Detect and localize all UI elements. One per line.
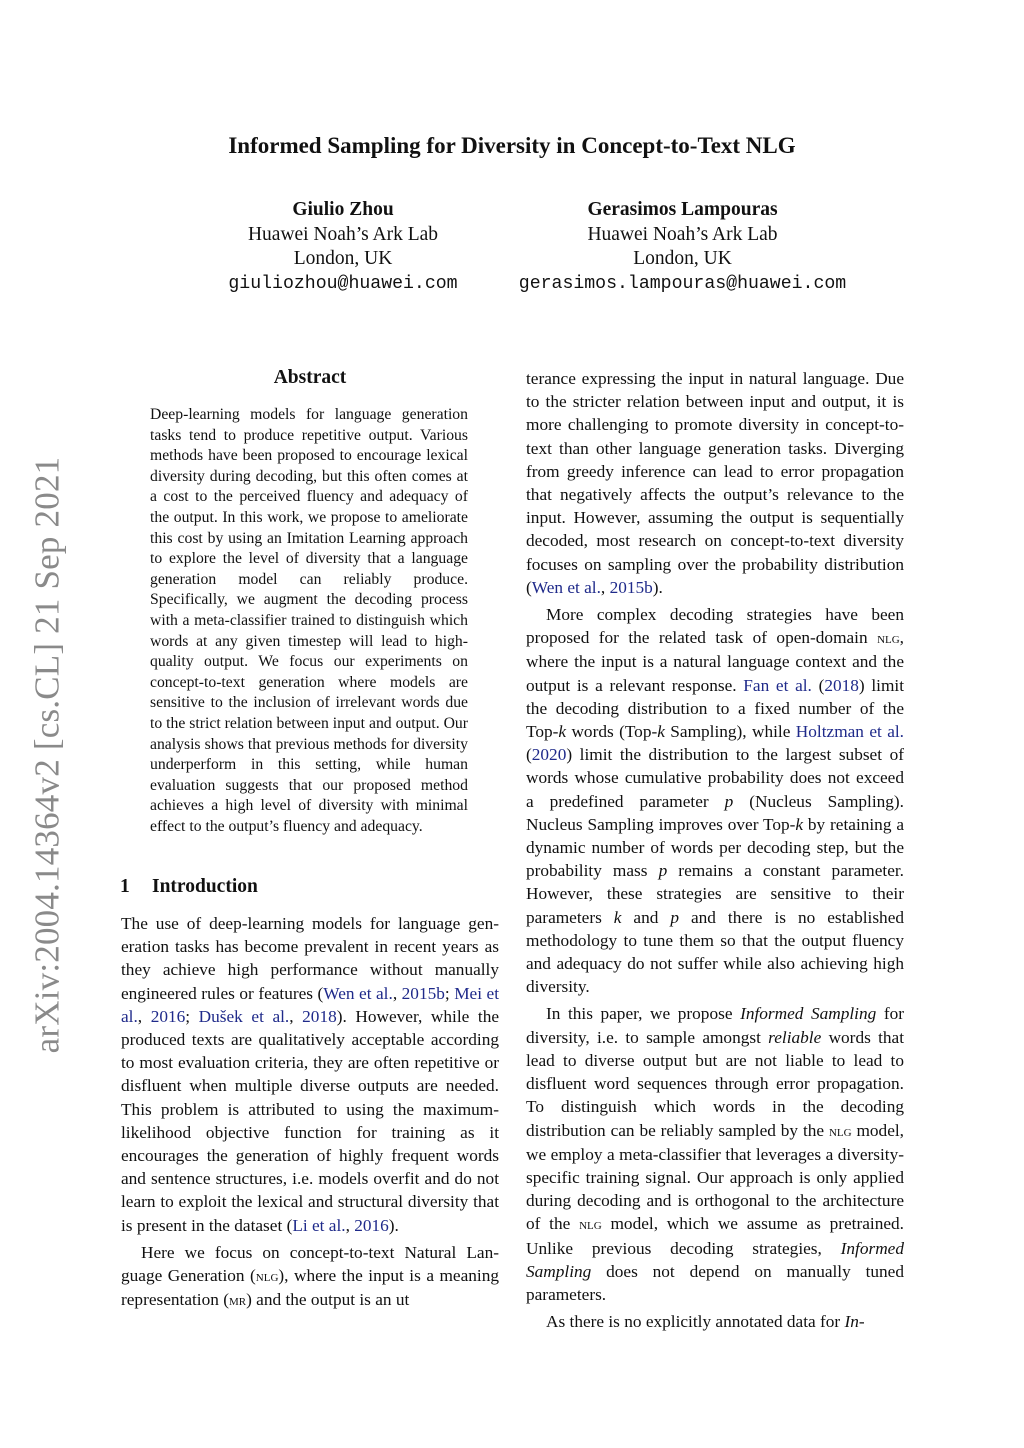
text-run: ) and the output is an ut (246, 1290, 410, 1310)
citation-link[interactable]: 2016 (150, 1006, 186, 1026)
text-run: ( (526, 745, 532, 765)
text-run: and there is no established methodology to tune them so that the output fluency and adequacy do not suffer while also achieving high diversity. (526, 907, 905, 997)
text-run: ). (388, 1215, 399, 1235)
math-symbol: k (613, 907, 622, 927)
author-email: giuliozhou@huawei.com (228, 273, 458, 294)
text-run: , (392, 983, 402, 1003)
text-run: words (Top- (566, 722, 658, 742)
author-location: London, UK (633, 248, 732, 269)
text-run: In this paper, we propose (546, 1004, 741, 1024)
text-run: terance expressing the input in natural language. Due to the stricter relation between input and output, it is more challenging to promote diversity in concept-to-text than other language generation tasks. Diverging from greedy inference can lead to error propagation that negatively affects the output’s relevance to the input. However, assuming the output is sequentially decoded, most research on concept-to-text diversity focuses on sampling over the probability distribution ( (526, 369, 904, 597)
section-title: Introduction (152, 876, 258, 897)
citation-link[interactable]: 2015b (401, 983, 445, 1003)
acronym: nlg (255, 1268, 279, 1286)
text-run: ; (444, 983, 455, 1003)
text-run: , (345, 1215, 355, 1235)
emphasis: Informed Sampling (526, 1238, 904, 1281)
text-run: ). (652, 577, 663, 597)
text-run: ( (811, 675, 825, 695)
citation-link[interactable]: 2015b (609, 577, 653, 597)
text-run: and (621, 907, 671, 927)
emphasis: reliable (768, 1027, 822, 1047)
text-run: remains a constant parameter. However, these strategies are sensitive to their parameters (526, 861, 904, 927)
citation-link[interactable]: 2018 (302, 1006, 337, 1026)
text-run: ) limit the distribution to the largest subset of words whose cumulative probability does not exceed a predefined parameter (526, 745, 904, 811)
author-name: Gerasimos Lampouras (587, 199, 778, 220)
emphasis: In- (844, 1312, 865, 1332)
text-run: words that lead to diverse output but are not liable to lead to disfluent word sequences through error propagation. To distinguish which words in the decoding distribution can be reliably sampled by the (526, 1027, 905, 1140)
text-run: , (137, 1006, 151, 1026)
math-symbol: p (658, 861, 668, 881)
citation-link[interactable]: 2020 (531, 745, 567, 765)
left-column (121, 912, 499, 1312)
acronym: mr (228, 1292, 247, 1310)
paragraph (526, 1310, 904, 1333)
author-affiliation: Huawei Noah’s Ark Lab (587, 223, 778, 245)
math-symbol: p (724, 791, 734, 811)
paragraph (121, 1241, 499, 1313)
text-run: model, we employ a meta-classifier that leverages a diversity-specific training signal. Our approach is only applied during decoding and is orthogonal to the architecture of the (526, 1120, 904, 1234)
text-run: Here we focus on concept-to-text Natural Language Generation ( (121, 1242, 499, 1286)
emphasis: Informed Sampling (740, 1004, 877, 1024)
text-run: , (600, 577, 610, 597)
text-run: ) limit the decoding distribution to a fixed number of the Top- (526, 675, 905, 742)
citation-link[interactable]: Li et al. (292, 1215, 346, 1235)
math-symbol: p (670, 907, 680, 927)
citation-link[interactable]: Mei et al. (121, 983, 500, 1026)
text-run: Sampling), while (664, 722, 796, 742)
citation-link[interactable]: Wen et al. (323, 983, 393, 1003)
paragraph (526, 1002, 904, 1306)
text-run: , (289, 1006, 303, 1026)
citation-link[interactable]: 2016 (354, 1215, 389, 1235)
author-email: gerasimos.lampouras@huawei.com (518, 273, 847, 294)
acronym: nlg (579, 1216, 602, 1234)
arxiv-identifier: arXiv:2004.14364v2 [cs.CL] 21 Sep 2021 (27, 456, 66, 1054)
text-run: does not depend on manually tuned parameters. (526, 1261, 904, 1304)
author-affiliation: Huawei Noah’s Ark Lab (247, 223, 439, 245)
math-symbol: k (558, 722, 567, 742)
text-run: by retaining a dynamic number of words per decoding step, but the probability mass (526, 814, 904, 881)
section-number: 1 (120, 876, 130, 897)
paragraph (526, 367, 904, 599)
citation-link[interactable]: Wen et al. (531, 577, 601, 597)
acronym: nlg (828, 1122, 852, 1140)
math-symbol: k (795, 814, 804, 834)
text-run: ; (185, 1006, 199, 1026)
arxiv-sidebar (22, 455, 72, 1055)
text-run: ). However, while the produced texts are qualitatively acceptable according to most evaluation criteria, they are often repetitive or disfluent when multiple diverse outputs are needed. This problem is attributed to using the maximum-likelihood objective function for training as it encourages the generation of highly frequent words and sentence structures, i.e. models overfit and do not learn to exploit the lexical and structural diversity that is present in the dataset ( (121, 1006, 500, 1235)
paper-title: Informed Sampling for Diversity in Concept-to-Text NLG (228, 133, 796, 158)
abstract-heading: Abstract (273, 367, 347, 388)
citation-link[interactable]: Fan et al. (743, 675, 812, 695)
abstract-text: Deep-learning models for language generation tasks tend to produce repetitive output. Various methods have been proposed to encourage lexical diversity during decoding, but this often comes at a cost to the perceived fluency and adequacy of the output. In this work, we propose to ameliorate this cost by using an Imitation Learning approach to explore the level of diversity that a language generation model can reliably produce. Specifically, we augment the decoding process with a meta-classifier trained to distinguish which words at any given timestep will lead to high-quality output. We focus our experiments on concept-to-text generation where models are sensitive to the inclusion of irrelevant words due to the strict relation between input and output. Our analysis shows that previous methods for diversity underperform in this setting, while human evaluation suggests that our proposed method achieves a high level of diversity with minimal effect to the output’s fluency and adequacy. (150, 406, 468, 835)
section-heading-introduction (120, 875, 500, 899)
text-run: for diversity, i.e. to sample amongst (526, 1004, 904, 1047)
paragraph (526, 603, 904, 998)
author-block-1 (168, 198, 518, 296)
citation-link[interactable]: Dušek et al. (198, 1006, 290, 1026)
citation-link[interactable]: 2018 (824, 675, 859, 695)
author-block-2 (495, 198, 870, 296)
author-location: London, UK (293, 248, 393, 269)
author-name: Giulio Zhou (292, 199, 394, 220)
text-run: (Nucleus Sampling). Nucleus Sampling improves over Top- (526, 791, 904, 834)
text-run: As there is no explicitly annotated data for (546, 1312, 845, 1332)
right-column (526, 367, 904, 1333)
text-run: ), where the input is a meaning representation ( (121, 1266, 499, 1310)
text-run: More complex decoding strategies have been proposed for the related task of open-domain (526, 605, 904, 648)
text-run: , where the input is a natural language context and the output is a relevant response. (526, 628, 904, 695)
text-run: model, which we assume as pretrained. Unlike previous decoding strategies, (526, 1214, 904, 1258)
text-run: The use of deep-learning models for language generation tasks has become prevalent in recent years as they achieve high performance without manually engineered rules or features ( (121, 914, 499, 1003)
paragraph (121, 912, 499, 1237)
acronym: nlg (877, 630, 900, 648)
citation-link[interactable]: Holtzman et al. (795, 722, 904, 742)
math-symbol: k (657, 722, 665, 742)
